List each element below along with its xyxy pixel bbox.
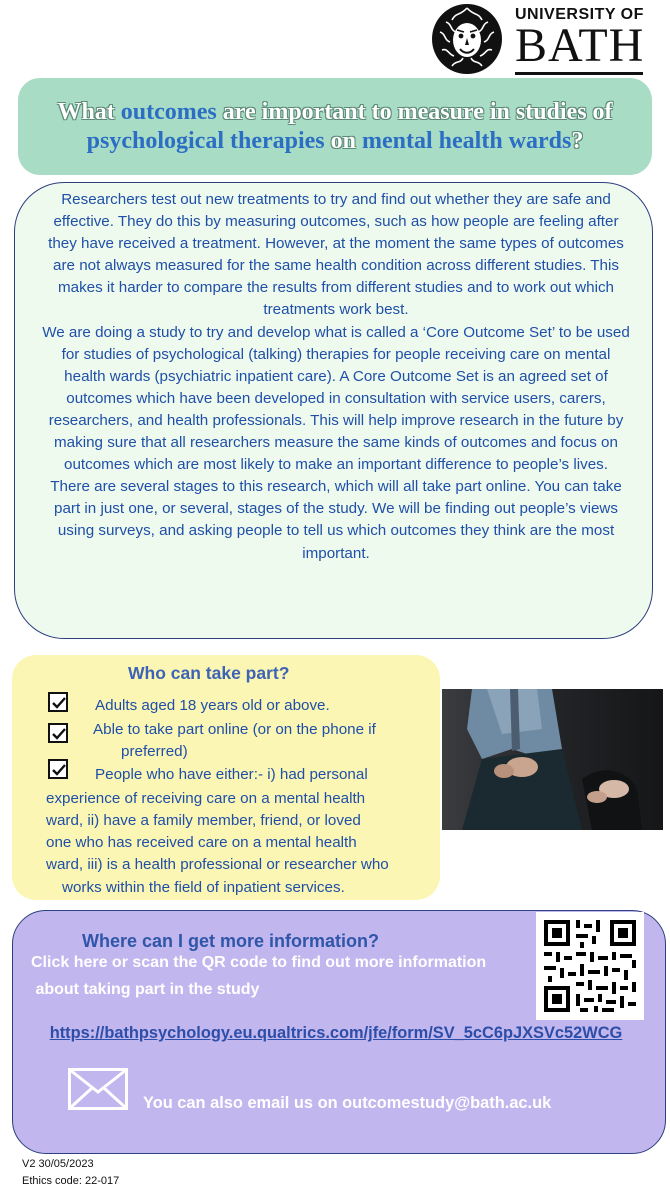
intro-text: [40, 189, 632, 565]
logo-underline: [515, 72, 643, 75]
survey-link[interactable]: https://bathpsychology.eu.qualtrics.com/jfe/form/SV_5cC6pJXSVc52WCG: [49, 1024, 623, 1042]
more-info-link-text[interactable]: [31, 949, 531, 1003]
university-seal-icon: [430, 2, 504, 76]
qr-code[interactable]: [536, 912, 644, 1020]
intro-paragraph-2: We are doing a study to try and develop what is called a ‘Core Outcome Set’ to be used for studies of psychological (talking) therapies for people receiving care on mental health wards (psychiatric inpatient care). A Core Outcome Set is an agreed set of outcomes which have been developed in consultation with service users, carers, researchers, and health professionals. This will help improve research in the future by making sure that all researchers measure the same kinds of outcomes and focus on outcomes which are most likely to make an important difference to people’s lives.: [42, 323, 630, 474]
checkbox-checked-icon: [48, 692, 68, 712]
eligibility-item-online: Able to take part online (or on the phone if: [93, 721, 376, 738]
ethics-code-label: Ethics code: 22-017: [22, 1175, 120, 1187]
envelope-icon: [68, 1068, 128, 1110]
eligibility-item-experience-cont: one who has received care on a mental health: [46, 834, 357, 851]
version-label: V2 30/05/2023: [22, 1158, 94, 1170]
more-info-line-1: Click here or scan the QR code to find out more information: [31, 954, 487, 971]
title-banner: [18, 78, 652, 175]
more-info-heading: Where can I get more information?: [82, 931, 380, 951]
eligibility-item-experience-cont: works within the field of inpatient services.: [62, 879, 345, 896]
logo-university-of: UNIVERSITY OF: [515, 6, 644, 23]
checkbox-checked-icon: [48, 759, 68, 779]
intro-paragraph-1: Researchers test out new treatments to try and find out whether they are safe and effective. They do this by measuring outcomes, such as how people are feeling after they have received a treatment. However, at the moment the same types of outcomes are not always measured for the same health condition across different studies. This makes it harder to compare the results from different studies and to work out which treatments work best.: [48, 191, 624, 319]
eligibility-item-experience-cont: experience of receiving care on a mental health: [46, 790, 366, 807]
intro-paragraph-3: There are several stages to this research, which will all take part online. You can take part in just one, or several, stages of the study. We will be finding out people’s views using surveys, and asking people to tell us which outcomes they think are the most important.: [50, 478, 622, 562]
email-contact[interactable]: You can also email us on outcomestudy@bath.ac.uk: [143, 1094, 552, 1112]
eligibility-item-experience-cont: ward, ii) have a family member, friend, or loved: [46, 812, 361, 829]
eligibility-item-experience-cont: ward, iii) is a health professional or researcher who: [46, 856, 389, 873]
more-info-line-2: about taking part in the study: [31, 981, 260, 998]
eligibility-item-age: Adults aged 18 years old or above.: [95, 697, 330, 714]
support-conversation-photo: [442, 689, 663, 830]
checkbox-checked-icon: [48, 723, 68, 743]
eligibility-heading: Who can take part?: [128, 663, 290, 683]
eligibility-item-online-cont: preferred): [121, 743, 188, 760]
university-logo: [430, 2, 645, 78]
qr-code-icon: [536, 912, 644, 1020]
eligibility-item-experience: People who have either:- i) had personal: [95, 766, 368, 783]
logo-bath: BATH: [515, 19, 645, 72]
page-title: What outcomes are important to measure in studies of psychological therapies on mental health wards?: [57, 98, 613, 154]
